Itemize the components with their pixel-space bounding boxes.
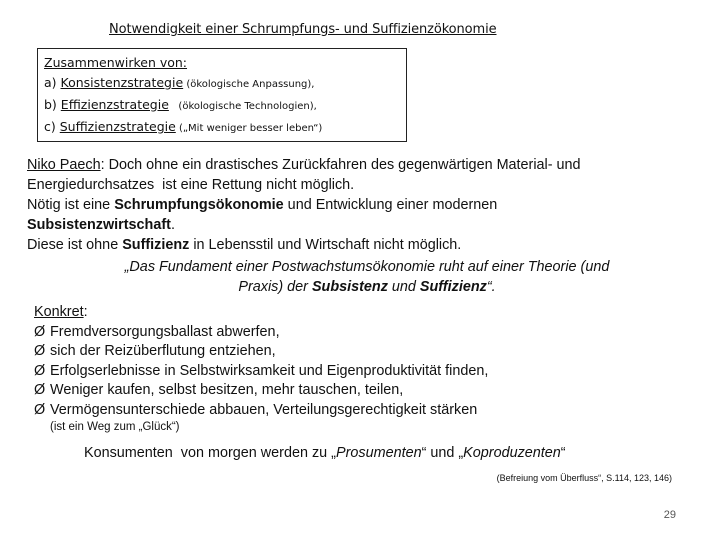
consumers-term: Koproduzenten (463, 445, 561, 461)
list-item (34, 381, 694, 401)
quote-emphasis: Subsistenz (311, 279, 388, 295)
list-item-text: sich der Reizüberflutung entziehen, (50, 343, 276, 359)
konkret-heading (34, 303, 694, 323)
strategy-prefix: c) (44, 119, 60, 134)
paragraph-line (27, 215, 707, 235)
consumers-text: Konsumenten von morgen werden zu „ (84, 445, 336, 461)
strategy-item-a (44, 73, 406, 95)
list-item (34, 342, 694, 362)
konkret-label: Konkret (34, 304, 84, 320)
paragraph-text: in Lebensstil und Wirtschaft nicht möglich. (189, 237, 462, 253)
list-item-text: Weniger kaufen, selbst besitzen, mehr tauschen, teilen, (50, 382, 404, 398)
list-item-text: Vermögensunterschiede abbauen, Verteilungsgerechtigkeit stärken (50, 401, 478, 418)
box-heading-text: Zusammenwirken von: (44, 55, 188, 70)
strategy-item-b (44, 95, 406, 117)
arrow-bullet-icon: Ø (34, 362, 46, 379)
consumers-line (84, 445, 566, 461)
strategy-note: („Mit weniger besser leben“) (175, 123, 323, 134)
emphasis-term: Suffizienz (122, 237, 190, 253)
consumers-text: “ (560, 445, 566, 461)
consumers-term: Prosumenten (335, 445, 422, 461)
strategy-term: Effizienzstrategie (60, 97, 169, 112)
paragraph-line (27, 155, 707, 175)
list-item (34, 323, 694, 343)
quote-block (27, 257, 707, 297)
list-item (34, 362, 694, 382)
box-heading (44, 53, 406, 73)
quote-emphasis: Suffizienz (419, 279, 487, 295)
strategy-prefix: a) (44, 75, 61, 90)
quote-line: „Das Fundament einer Postwachstumsökonomie ruht auf einer Theorie (und (124, 259, 610, 275)
emphasis-term: Schrumpfungsökonomie (114, 197, 284, 213)
quote-line (27, 277, 707, 297)
paragraph-line (27, 195, 707, 215)
strategy-note: (ökologische Technologien), (168, 101, 317, 112)
author-name: Niko Paech (27, 157, 101, 173)
happiness-note: (ist ein Weg zum „Glück“) (50, 421, 180, 433)
emphasis-term: Subsistenzwirtschaft (27, 217, 171, 233)
strategy-prefix: b) (44, 97, 61, 112)
paech-paragraph (27, 155, 707, 255)
arrow-bullet-icon: Ø (34, 343, 46, 359)
source-citation: (Befreiung vom Überfluss“, S.114, 123, 146) (496, 473, 672, 483)
quote-text: und (387, 279, 420, 295)
strategy-term: Konsistenzstrategie (60, 75, 184, 90)
list-item-text: Erfolgserlebnisse in Selbstwirksamkeit und Eigenproduktivität finden, (50, 362, 489, 379)
slide-title: Notwendigkeit einer Schrumpfungs- und Suffizienzökonomie (109, 22, 497, 37)
konkret-colon: : (83, 304, 88, 320)
arrow-bullet-icon: Ø (34, 401, 46, 418)
paragraph-line: Energiedurchsatzes ist eine Rettung nicht möglich. (27, 177, 355, 193)
konkret-list (34, 303, 694, 420)
list-item (34, 401, 694, 421)
arrow-bullet-icon: Ø (34, 323, 46, 340)
strategies-box (37, 48, 407, 142)
paragraph-line (27, 235, 707, 255)
paragraph-text: und Entwicklung einer modernen (283, 197, 498, 213)
consumers-text: “ und „ (421, 445, 464, 461)
quote-text: Praxis) der (238, 279, 312, 295)
quote-text: “. (486, 279, 496, 295)
list-item-text: Fremdversorgungsballast abwerfen, (50, 323, 280, 340)
strategy-item-c (44, 117, 406, 139)
page-number: 29 (663, 509, 676, 521)
paragraph-text: Diese ist ohne (27, 237, 123, 253)
strategy-note: (ökologische Anpassung), (183, 79, 315, 90)
paragraph-text: Nötig ist eine (27, 197, 115, 213)
strategy-term: Suffizienzstrategie (59, 119, 176, 134)
arrow-bullet-icon: Ø (34, 382, 46, 398)
paragraph-text: . (170, 217, 175, 233)
paragraph-text: : Doch ohne ein drastisches Zurückfahren des gegenwärtigen Material- und (100, 157, 581, 173)
